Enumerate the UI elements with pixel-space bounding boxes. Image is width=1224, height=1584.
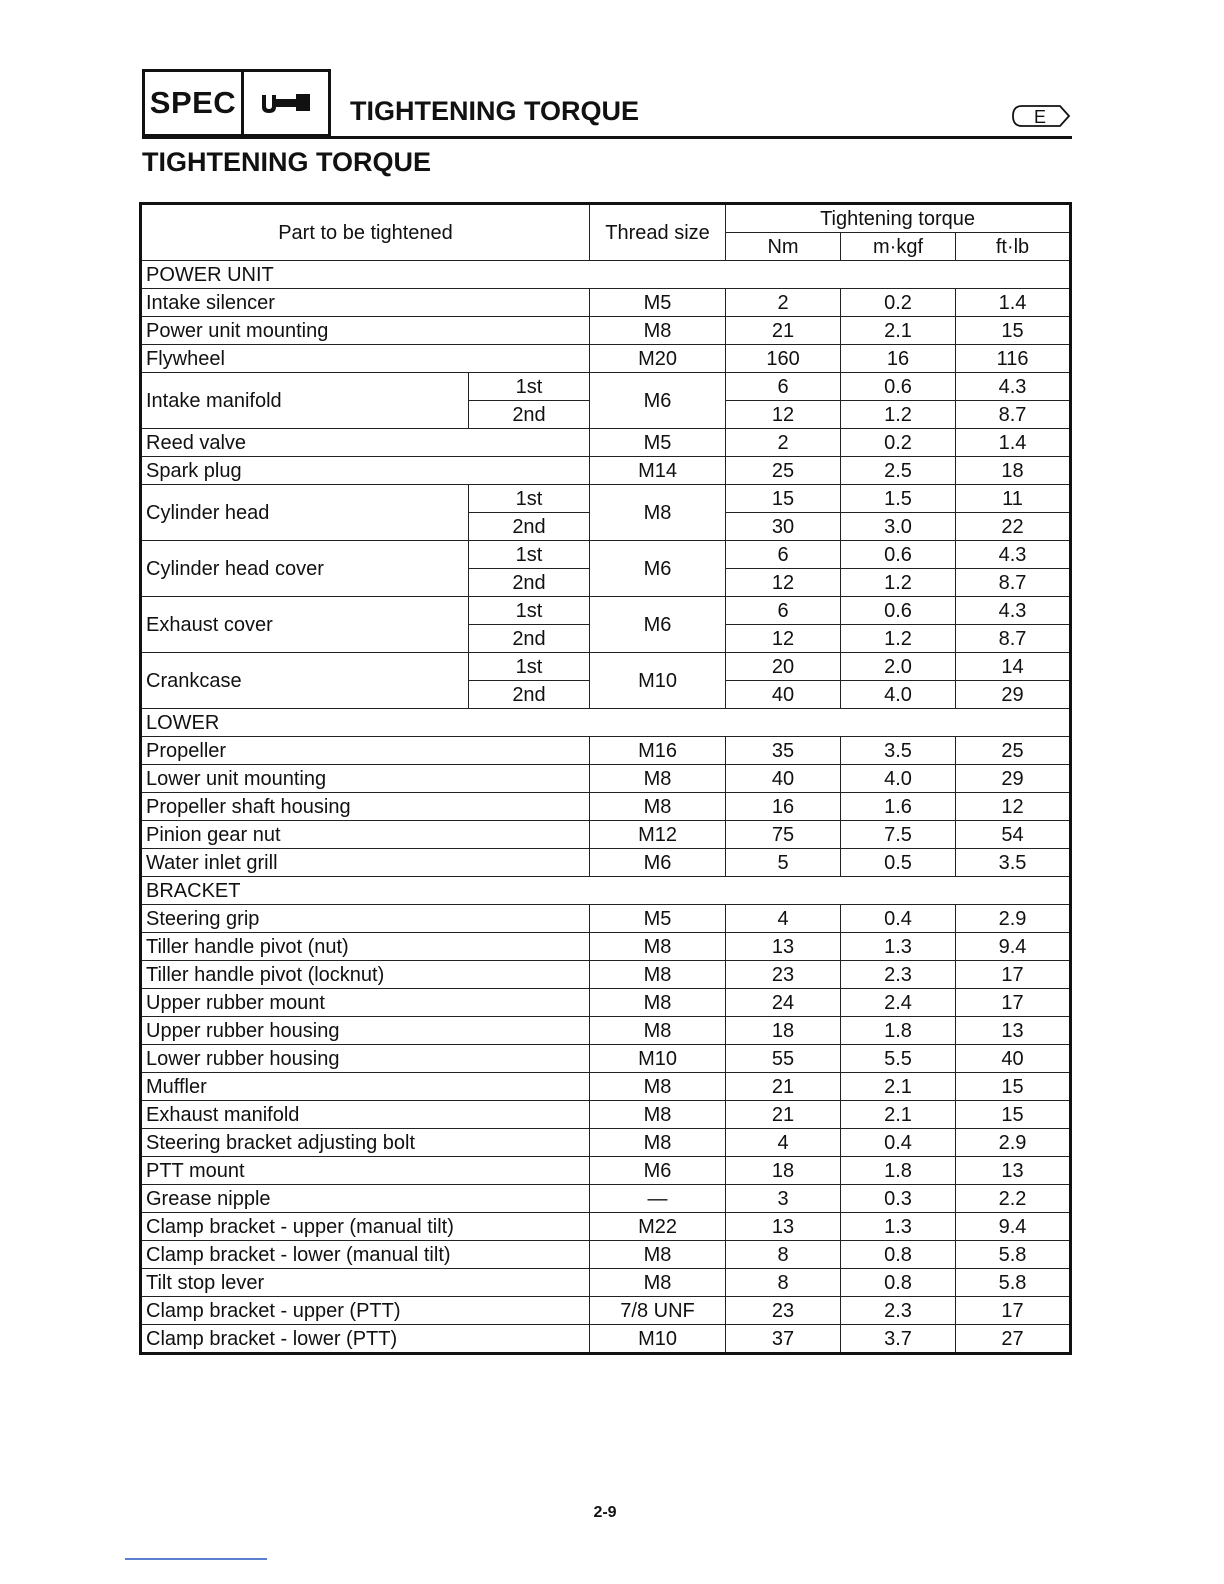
torque-ftlb: 13 xyxy=(956,1157,1071,1185)
page-number: 2-9 xyxy=(593,1504,617,1521)
torque-mkgf: 5.5 xyxy=(841,1045,956,1073)
torque-mkgf: 0.6 xyxy=(841,541,956,569)
thread-size: M8 xyxy=(590,1073,726,1101)
part-name: Intake manifold xyxy=(141,373,469,429)
thread-size: M5 xyxy=(590,289,726,317)
torque-mkgf: 0.5 xyxy=(841,849,956,877)
language-code: E xyxy=(1033,107,1047,127)
thread-size: M8 xyxy=(590,765,726,793)
torque-mkgf: 0.8 xyxy=(841,1241,956,1269)
part-name: Steering grip xyxy=(141,905,590,933)
torque-ftlb: 9.4 xyxy=(956,1213,1071,1241)
col-header-ftlb: ft·lb xyxy=(956,233,1071,261)
table-row xyxy=(141,989,1071,1017)
torque-ftlb: 3.5 xyxy=(956,849,1071,877)
torque-nm: 23 xyxy=(726,961,841,989)
part-name: Propeller xyxy=(141,737,590,765)
torque-nm: 4 xyxy=(726,1129,841,1157)
torque-mkgf: 1.8 xyxy=(841,1017,956,1045)
torque-nm: 30 xyxy=(726,513,841,541)
table-row xyxy=(141,961,1071,989)
torque-nm: 15 xyxy=(726,485,841,513)
footer-link-line xyxy=(125,1558,267,1560)
torque-mkgf: 1.3 xyxy=(841,933,956,961)
torque-ftlb: 13 xyxy=(956,1017,1071,1045)
spec-header-badge xyxy=(142,69,331,137)
table-row xyxy=(141,485,1071,513)
thread-size: — xyxy=(590,1185,726,1213)
part-name: Clamp bracket - lower (manual tilt) xyxy=(141,1241,590,1269)
torque-nm: 12 xyxy=(726,625,841,653)
torque-mkgf: 0.4 xyxy=(841,905,956,933)
torque-ftlb: 18 xyxy=(956,457,1071,485)
torque-mkgf: 1.6 xyxy=(841,793,956,821)
part-name: Cylinder head cover xyxy=(141,541,469,597)
col-header-part: Part to be tightened xyxy=(141,204,590,261)
part-name: Pinion gear nut xyxy=(141,821,590,849)
torque-ftlb: 17 xyxy=(956,1297,1071,1325)
torque-ftlb: 22 xyxy=(956,513,1071,541)
torque-ftlb: 1.4 xyxy=(956,429,1071,457)
thread-size: M8 xyxy=(590,317,726,345)
part-name: PTT mount xyxy=(141,1157,590,1185)
tightening-step: 1st xyxy=(469,653,590,681)
tightening-step: 1st xyxy=(469,373,590,401)
tightening-step: 2nd xyxy=(469,401,590,429)
table-row xyxy=(141,1101,1071,1129)
torque-mkgf: 1.2 xyxy=(841,569,956,597)
table-row xyxy=(141,1297,1071,1325)
torque-mkgf: 1.2 xyxy=(841,625,956,653)
torque-nm: 75 xyxy=(726,821,841,849)
torque-mkgf: 0.6 xyxy=(841,373,956,401)
torque-nm: 12 xyxy=(726,569,841,597)
col-header-mkgf: m·kgf xyxy=(841,233,956,261)
table-row xyxy=(141,457,1071,485)
torque-mkgf: 16 xyxy=(841,345,956,373)
tightening-step: 1st xyxy=(469,541,590,569)
torque-nm: 18 xyxy=(726,1017,841,1045)
part-name: Upper rubber housing xyxy=(141,1017,590,1045)
section-row xyxy=(141,877,1071,905)
part-name: Lower rubber housing xyxy=(141,1045,590,1073)
part-name: Lower unit mounting xyxy=(141,765,590,793)
torque-ftlb: 40 xyxy=(956,1045,1071,1073)
part-name: Intake silencer xyxy=(141,289,590,317)
torque-nm: 20 xyxy=(726,653,841,681)
table-row xyxy=(141,1073,1071,1101)
torque-ftlb: 8.7 xyxy=(956,401,1071,429)
torque-nm: 23 xyxy=(726,1297,841,1325)
torque-nm: 8 xyxy=(726,1269,841,1297)
thread-size: M6 xyxy=(590,849,726,877)
torque-ftlb: 14 xyxy=(956,653,1071,681)
torque-ftlb: 4.3 xyxy=(956,597,1071,625)
part-name: Grease nipple xyxy=(141,1185,590,1213)
table-row xyxy=(141,1045,1071,1073)
torque-nm: 21 xyxy=(726,1073,841,1101)
part-name: Steering bracket adjusting bolt xyxy=(141,1129,590,1157)
table-row xyxy=(141,1017,1071,1045)
thread-size: M22 xyxy=(590,1213,726,1241)
torque-ftlb: 29 xyxy=(956,765,1071,793)
torque-nm: 5 xyxy=(726,849,841,877)
torque-mkgf: 4.0 xyxy=(841,681,956,709)
col-header-nm: Nm xyxy=(726,233,841,261)
torque-mkgf: 0.2 xyxy=(841,429,956,457)
table-row xyxy=(141,429,1071,457)
torque-mkgf: 0.3 xyxy=(841,1185,956,1213)
part-name: Upper rubber mount xyxy=(141,989,590,1017)
table-row xyxy=(141,653,1071,681)
part-name: Clamp bracket - lower (PTT) xyxy=(141,1325,590,1354)
table-row xyxy=(141,737,1071,765)
part-name: Muffler xyxy=(141,1073,590,1101)
table-row xyxy=(141,597,1071,625)
thread-size: M8 xyxy=(590,1241,726,1269)
torque-mkgf: 4.0 xyxy=(841,765,956,793)
part-name: Exhaust cover xyxy=(141,597,469,653)
thread-size: M6 xyxy=(590,541,726,597)
torque-nm: 8 xyxy=(726,1241,841,1269)
table-row xyxy=(141,317,1071,345)
table-row xyxy=(141,1269,1071,1297)
torque-nm: 6 xyxy=(726,597,841,625)
tightening-step: 1st xyxy=(469,485,590,513)
torque-ftlb: 9.4 xyxy=(956,933,1071,961)
torque-mkgf: 1.2 xyxy=(841,401,956,429)
table-row xyxy=(141,1185,1071,1213)
part-name: Flywheel xyxy=(141,345,590,373)
table-row xyxy=(141,1157,1071,1185)
thread-size: M16 xyxy=(590,737,726,765)
torque-mkgf: 2.3 xyxy=(841,961,956,989)
spec-label: SPEC xyxy=(142,69,244,137)
thread-size: M10 xyxy=(590,1045,726,1073)
torque-nm: 6 xyxy=(726,373,841,401)
thread-size: M12 xyxy=(590,821,726,849)
torque-ftlb: 5.8 xyxy=(956,1241,1071,1269)
part-name: Tiller handle pivot (nut) xyxy=(141,933,590,961)
language-badge xyxy=(1010,103,1072,129)
torque-ftlb: 8.7 xyxy=(956,569,1071,597)
section-heading: BRACKET xyxy=(141,877,1071,905)
torque-ftlb: 17 xyxy=(956,989,1071,1017)
torque-nm: 40 xyxy=(726,681,841,709)
thread-size: M8 xyxy=(590,933,726,961)
torque-ftlb: 8.7 xyxy=(956,625,1071,653)
torque-ftlb: 15 xyxy=(956,317,1071,345)
torque-mkgf: 2.3 xyxy=(841,1297,956,1325)
header-title: TIGHTENING TORQUE xyxy=(350,96,640,126)
thread-size: M5 xyxy=(590,429,726,457)
torque-mkgf: 0.2 xyxy=(841,289,956,317)
part-name: Water inlet grill xyxy=(141,849,590,877)
table-row xyxy=(141,765,1071,793)
torque-ftlb: 29 xyxy=(956,681,1071,709)
table-row xyxy=(141,793,1071,821)
table-row xyxy=(141,1129,1071,1157)
torque-nm: 24 xyxy=(726,989,841,1017)
table-row xyxy=(141,1213,1071,1241)
torque-nm: 18 xyxy=(726,1157,841,1185)
torque-ftlb: 15 xyxy=(956,1101,1071,1129)
part-name: Power unit mounting xyxy=(141,317,590,345)
torque-ftlb: 27 xyxy=(956,1325,1071,1354)
part-name: Reed valve xyxy=(141,429,590,457)
torque-nm: 21 xyxy=(726,1101,841,1129)
torque-ftlb: 25 xyxy=(956,737,1071,765)
col-header-thread: Thread size xyxy=(590,204,726,261)
thread-size: M8 xyxy=(590,989,726,1017)
thread-size: M5 xyxy=(590,905,726,933)
section-row xyxy=(141,709,1071,737)
torque-nm: 40 xyxy=(726,765,841,793)
thread-size: M6 xyxy=(590,1157,726,1185)
torque-mkgf: 2.0 xyxy=(841,653,956,681)
part-name: Clamp bracket - upper (PTT) xyxy=(141,1297,590,1325)
thread-size: 7/8 UNF xyxy=(590,1297,726,1325)
table-row xyxy=(141,345,1071,373)
torque-mkgf: 7.5 xyxy=(841,821,956,849)
part-name: Propeller shaft housing xyxy=(141,793,590,821)
table-row xyxy=(141,1241,1071,1269)
torque-ftlb: 12 xyxy=(956,793,1071,821)
torque-nm: 16 xyxy=(726,793,841,821)
torque-mkgf: 3.5 xyxy=(841,737,956,765)
torque-ftlb: 54 xyxy=(956,821,1071,849)
torque-ftlb: 1.4 xyxy=(956,289,1071,317)
header-rule xyxy=(142,136,1072,139)
torque-ftlb: 4.3 xyxy=(956,373,1071,401)
part-name: Cylinder head xyxy=(141,485,469,541)
torque-wrench-icon xyxy=(244,69,331,137)
torque-mkgf: 2.1 xyxy=(841,1073,956,1101)
torque-mkgf: 3.7 xyxy=(841,1325,956,1354)
torque-ftlb: 2.2 xyxy=(956,1185,1071,1213)
torque-nm: 4 xyxy=(726,905,841,933)
table-row xyxy=(141,933,1071,961)
torque-nm: 13 xyxy=(726,933,841,961)
thread-size: M14 xyxy=(590,457,726,485)
torque-mkgf: 1.8 xyxy=(841,1157,956,1185)
torque-nm: 6 xyxy=(726,541,841,569)
part-name: Tiller handle pivot (locknut) xyxy=(141,961,590,989)
torque-nm: 2 xyxy=(726,289,841,317)
torque-nm: 55 xyxy=(726,1045,841,1073)
torque-mkgf: 1.5 xyxy=(841,485,956,513)
section-row xyxy=(141,261,1071,289)
tightening-step: 2nd xyxy=(469,569,590,597)
torque-nm: 2 xyxy=(726,429,841,457)
torque-ftlb: 2.9 xyxy=(956,1129,1071,1157)
col-header-torque: Tightening torque xyxy=(726,204,1071,233)
torque-mkgf: 0.8 xyxy=(841,1269,956,1297)
thread-size: M8 xyxy=(590,1269,726,1297)
torque-nm: 25 xyxy=(726,457,841,485)
torque-nm: 21 xyxy=(726,317,841,345)
thread-size: M8 xyxy=(590,1017,726,1045)
part-name: Crankcase xyxy=(141,653,469,709)
torque-mkgf: 2.4 xyxy=(841,989,956,1017)
thread-size: M8 xyxy=(590,793,726,821)
torque-mkgf: 2.1 xyxy=(841,317,956,345)
table-row xyxy=(141,821,1071,849)
page-title: TIGHTENING TORQUE xyxy=(142,147,432,177)
section-heading: POWER UNIT xyxy=(141,261,1071,289)
part-name: Clamp bracket - upper (manual tilt) xyxy=(141,1213,590,1241)
table-row xyxy=(141,289,1071,317)
table-row xyxy=(141,373,1071,401)
tightening-step: 2nd xyxy=(469,513,590,541)
torque-mkgf: 3.0 xyxy=(841,513,956,541)
torque-nm: 37 xyxy=(726,1325,841,1354)
thread-size: M8 xyxy=(590,1101,726,1129)
part-name: Spark plug xyxy=(141,457,590,485)
thread-size: M6 xyxy=(590,373,726,429)
torque-nm: 12 xyxy=(726,401,841,429)
torque-nm: 160 xyxy=(726,345,841,373)
torque-mkgf: 1.3 xyxy=(841,1213,956,1241)
thread-size: M8 xyxy=(590,485,726,541)
torque-nm: 35 xyxy=(726,737,841,765)
torque-ftlb: 4.3 xyxy=(956,541,1071,569)
thread-size: M10 xyxy=(590,1325,726,1354)
thread-size: M6 xyxy=(590,597,726,653)
tightening-step: 2nd xyxy=(469,681,590,709)
torque-ftlb: 17 xyxy=(956,961,1071,989)
section-heading: LOWER xyxy=(141,709,1071,737)
tightening-step: 2nd xyxy=(469,625,590,653)
part-name: Exhaust manifold xyxy=(141,1101,590,1129)
thread-size: M10 xyxy=(590,653,726,709)
table-row xyxy=(141,541,1071,569)
part-name: Tilt stop lever xyxy=(141,1269,590,1297)
table-row xyxy=(141,849,1071,877)
thread-size: M20 xyxy=(590,345,726,373)
torque-mkgf: 2.1 xyxy=(841,1101,956,1129)
thread-size: M8 xyxy=(590,1129,726,1157)
torque-ftlb: 2.9 xyxy=(956,905,1071,933)
torque-ftlb: 15 xyxy=(956,1073,1071,1101)
torque-table xyxy=(139,202,1072,1355)
thread-size: M8 xyxy=(590,961,726,989)
torque-nm: 3 xyxy=(726,1185,841,1213)
torque-mkgf: 0.4 xyxy=(841,1129,956,1157)
table-row xyxy=(141,1325,1071,1354)
torque-nm: 13 xyxy=(726,1213,841,1241)
torque-mkgf: 0.6 xyxy=(841,597,956,625)
torque-ftlb: 5.8 xyxy=(956,1269,1071,1297)
table-row xyxy=(141,905,1071,933)
torque-ftlb: 116 xyxy=(956,345,1071,373)
torque-ftlb: 11 xyxy=(956,485,1071,513)
tightening-step: 1st xyxy=(469,597,590,625)
torque-mkgf: 2.5 xyxy=(841,457,956,485)
